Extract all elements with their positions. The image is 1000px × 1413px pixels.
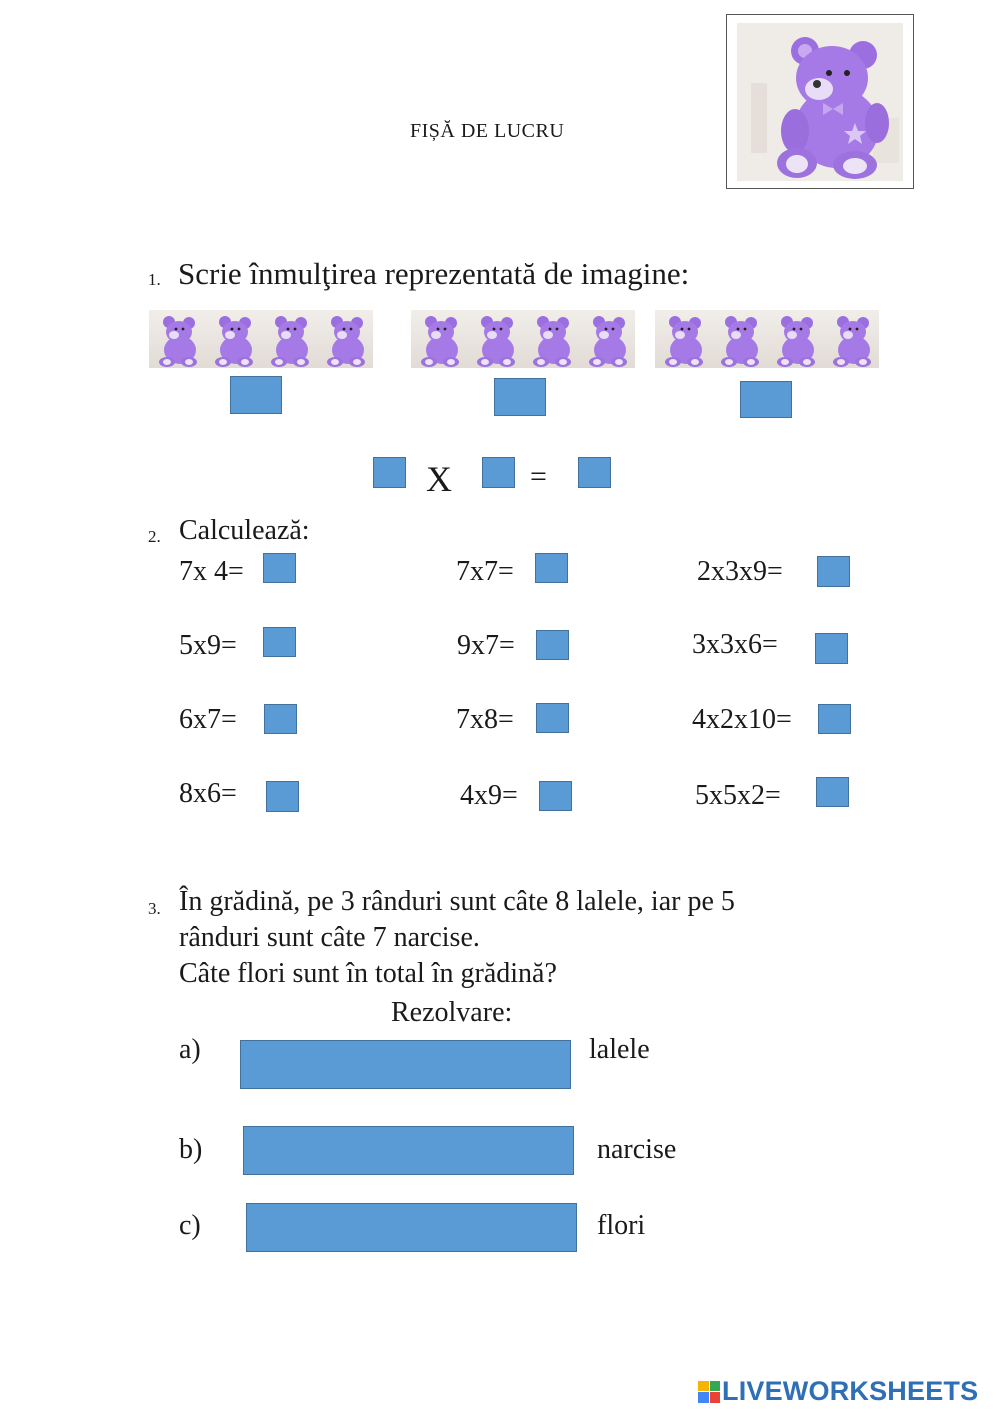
question-3-number: 3. (148, 899, 161, 918)
problem-line-2: rânduri sunt câte 7 narcise. (179, 922, 480, 953)
answer-c-label: c) (179, 1210, 201, 1241)
answer-b-unit: narcise (597, 1134, 677, 1165)
exercise-answer-input[interactable] (817, 556, 850, 587)
teddy-bear-image (317, 310, 373, 368)
solution-label: Rezolvare: (391, 997, 513, 1028)
exercise-label: 5x9= (179, 630, 237, 661)
teddy-bear-image (149, 310, 205, 368)
answer-c-unit: flori (597, 1210, 646, 1241)
liveworksheets-logo (698, 1376, 978, 1407)
bear-group-3 (655, 310, 879, 368)
exercise-answer-input[interactable] (263, 553, 296, 583)
exercise-answer-input[interactable] (264, 704, 297, 734)
times-sign: X (426, 459, 452, 499)
factor-2-input[interactable] (482, 457, 515, 488)
exercise-label: 9x7= (457, 630, 515, 661)
answer-a-unit: lalele (589, 1034, 650, 1065)
factor-1-input[interactable] (373, 457, 406, 488)
exercise-label: 4x2x10= (692, 704, 792, 735)
teddy-bear-photo (726, 14, 914, 189)
exercise-label: 2x3x9= (697, 556, 783, 587)
liveworksheets-icon (698, 1381, 720, 1403)
exercise-answer-input[interactable] (536, 630, 569, 660)
exercise-label: 3x3x6= (692, 629, 778, 660)
teddy-bear-image (261, 310, 317, 368)
problem-question: Câte flori sunt în total în grădină? (179, 958, 557, 989)
exercise-label: 7x 4= (179, 556, 244, 587)
exercise-answer-input[interactable] (263, 627, 296, 657)
answer-c-input[interactable] (246, 1203, 577, 1252)
answer-a-label: a) (179, 1034, 201, 1065)
exercise-answer-input[interactable] (818, 704, 851, 734)
answer-b-input[interactable] (243, 1126, 574, 1175)
teddy-bear-image (579, 310, 635, 368)
question-1-number: 1. (148, 270, 161, 289)
teddy-bear-image (711, 310, 767, 368)
answer-a-input[interactable] (240, 1040, 571, 1089)
question-1-text: Scrie înmulţirea reprezentată de imagine: (178, 256, 690, 291)
group-2-count-input[interactable] (494, 378, 546, 416)
teddy-bear-illustration (737, 23, 903, 181)
problem-line-1: În grădină, pe 3 rânduri sunt câte 8 lalele, iar pe 5 (179, 886, 735, 917)
exercise-answer-input[interactable] (536, 703, 569, 733)
worksheet-title: FIȘĂ DE LUCRU (410, 120, 565, 142)
equals-sign: = (530, 460, 547, 493)
answer-b-label: b) (179, 1134, 203, 1165)
exercise-answer-input[interactable] (815, 633, 848, 664)
exercise-label: 4x9= (460, 780, 518, 811)
exercise-label: 8x6= (179, 778, 237, 809)
teddy-bear-image (655, 310, 711, 368)
exercise-answer-input[interactable] (816, 777, 849, 807)
teddy-bear-image (467, 310, 523, 368)
teddy-bear-image (767, 310, 823, 368)
question-2-number: 2. (148, 527, 161, 546)
exercise-label: 7x7= (456, 556, 514, 587)
bear-group-1 (149, 310, 373, 368)
teddy-bear-image (523, 310, 579, 368)
exercise-label: 7x8= (456, 704, 514, 735)
exercise-answer-input[interactable] (266, 781, 299, 812)
teddy-bear-image (823, 310, 879, 368)
brand-name: LIVEWORKSHEETS (722, 1376, 979, 1406)
group-1-count-input[interactable] (230, 376, 282, 414)
exercise-label: 5x5x2= (695, 780, 781, 811)
exercise-label: 6x7= (179, 704, 237, 735)
bear-group-2 (411, 310, 635, 368)
exercise-answer-input[interactable] (539, 781, 572, 811)
teddy-bear-image (411, 310, 467, 368)
group-3-count-input[interactable] (740, 381, 792, 418)
question-2-text: Calculează: (179, 515, 310, 546)
exercise-answer-input[interactable] (535, 553, 568, 583)
product-input[interactable] (578, 457, 611, 488)
teddy-bear-image (205, 310, 261, 368)
